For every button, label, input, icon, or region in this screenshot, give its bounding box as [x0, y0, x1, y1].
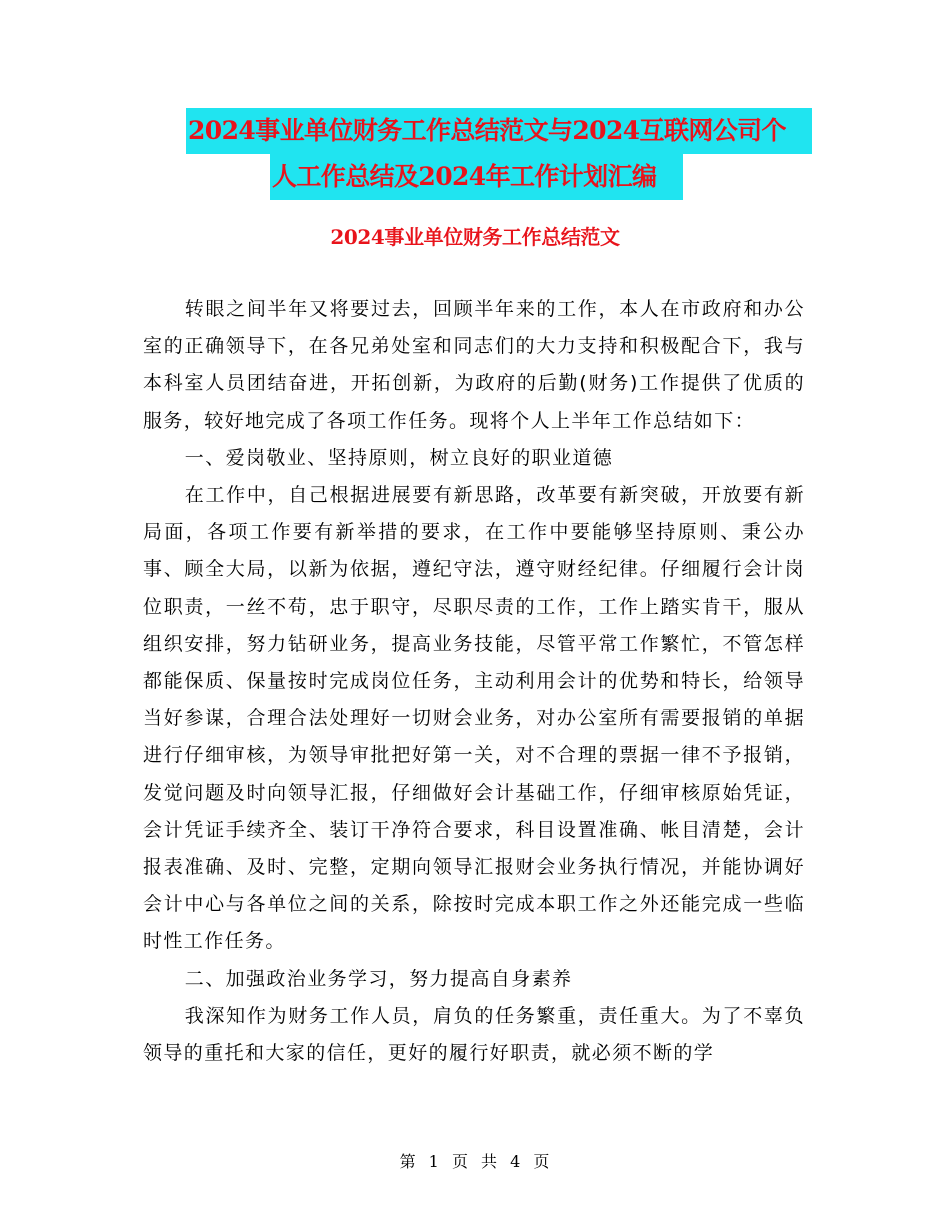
- paragraph-heading-1: 一、爱岗敬业、坚持原则，树立良好的职业道德: [184, 446, 614, 469]
- paragraph-body-2: 我深知作为财务工作人员，肩负的任务繁重，责任重大。为了不辜负领导的重托和大家的信任，更好的履行好职责，就必须不断的学: [143, 1004, 805, 1065]
- paragraph-intro: 转眼之间半年又将要过去，回顾半年来的工作，本人在市政府和办公室的正确领导下，在各兄弟处室和同志们的大力支持和积极配合下，我与本科室人员团结奋进，开拓创新，为政府的后勤(财务)工作提供了优质的服务，较好地完成了各项工作任务。现将个人上半年工作总结如下：: [143, 298, 805, 432]
- section-heading: 2024事业单位财务工作总结范文: [330, 225, 620, 249]
- document-body: [143, 291, 805, 1072]
- paragraph-heading-2: 二、加强政治业务学习，努力提高自身素养: [184, 967, 573, 990]
- title-line-1: 2024事业单位财务工作总结范文与2024互联网公司个: [186, 108, 812, 154]
- paragraph-body-1: 在工作中，自己根据进展要有新思路，改革要有新突破，开放要有新局面，各项工作要有新举措的要求，在工作中要能够坚持原则、秉公办事、顾全大局，以新为依据，遵纪守法，遵守财经纪律。仔细履行会计岗位职责，一丝不苟，忠于职守，尽职尽责的工作，工作上踏实肯干，服从组织安排，努力钻研业务，提高业务技能，尽管平常工作繁忙，不管怎样都能保质、保量按时完成岗位任务，主动利用会计的优势和特长，给领导当好参谋，合理合法处理好一切财会业务，对办公室所有需要报销的单据进行仔细审核，为领导审批把好第一关，对不合理的票据一律不予报销，发觉问题及时向领导汇报，仔细做好会计基础工作，仔细审核原始凭证，会计凭证手续齐全、装订干净符合要求，科目设置准确、帐目清楚，会计报表准确、及时、完整，定期向领导汇报财会业务执行情况，并能协调好会计中心与各单位之间的关系，除按时完成本职工作之外还能完成一些临时性工作任务。: [143, 484, 805, 953]
- title-line-2: 人工作总结及2024年工作计划汇编: [270, 154, 683, 200]
- page-footer: 第 1 页 共 4 页: [399, 1152, 551, 1171]
